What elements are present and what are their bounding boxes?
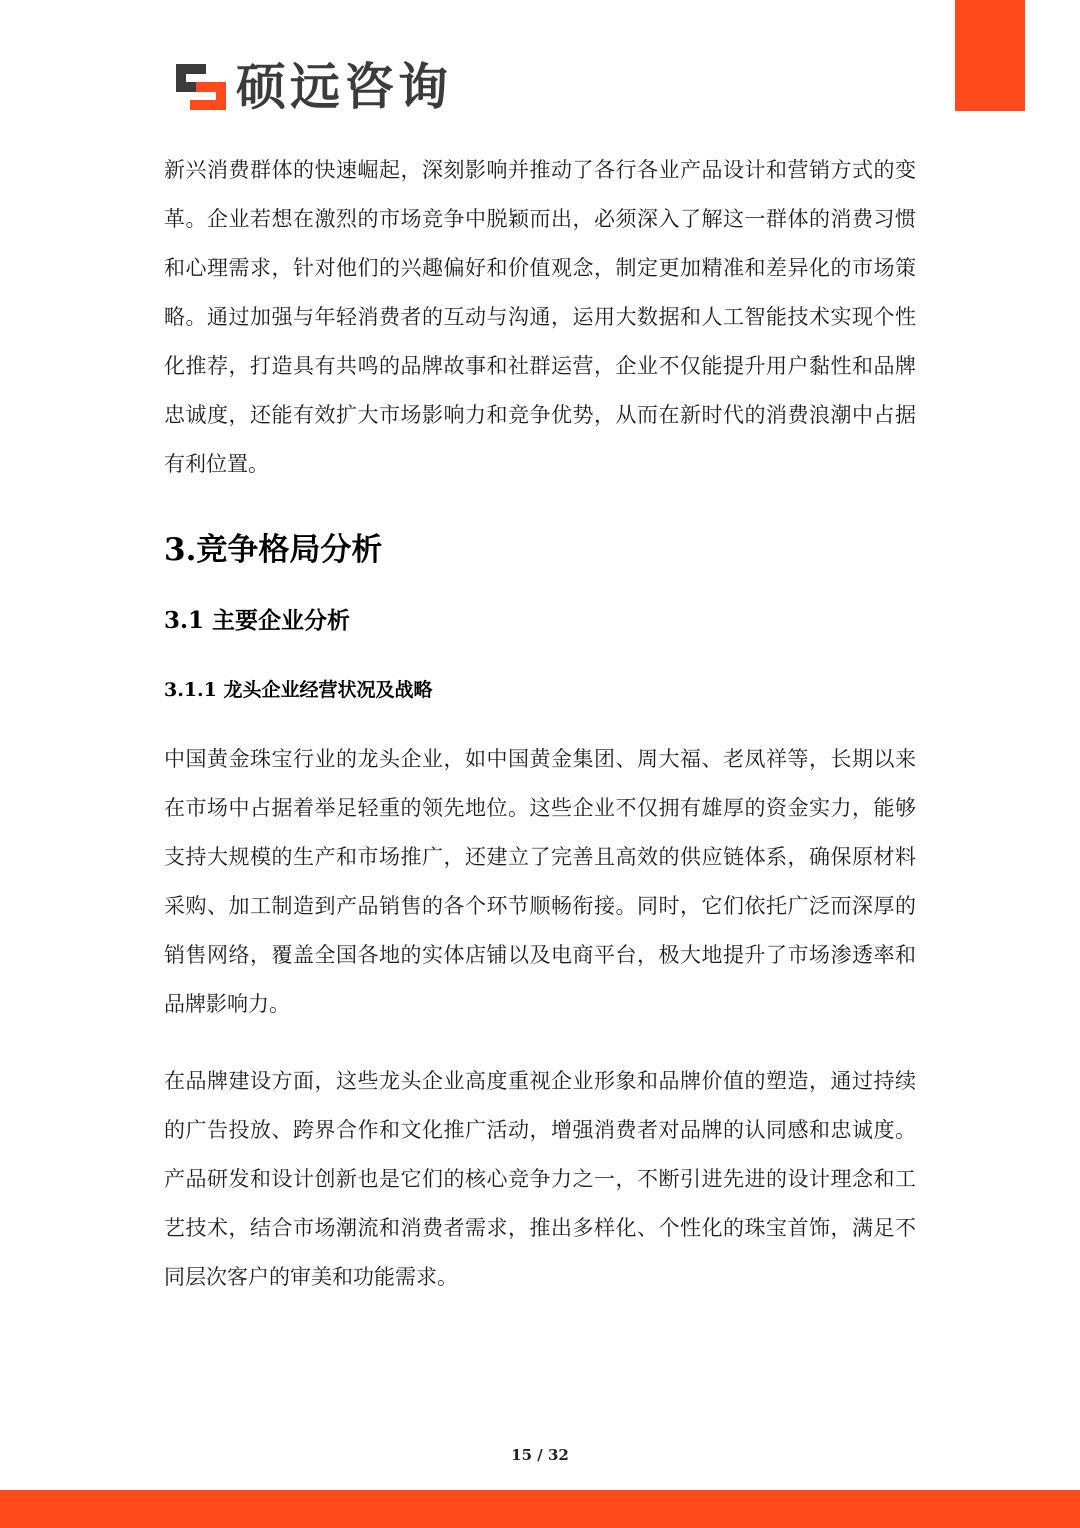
section-heading: 3.竞争格局分析 [164, 532, 383, 568]
brand-logo-icon [176, 64, 226, 110]
subsubsection-heading: 3.1.1 龙头企业经营状况及战略 [164, 679, 433, 701]
page-number: 15 / 32 [511, 1446, 569, 1464]
body-paragraph: 中国黄金珠宝行业的龙头企业，如中国黄金集团、周大福、老凤祥等，长期以来在市场中占据着举足轻重的领先地位。这些企业不仅拥有雄厚的资金实力，能够支持大规模的生产和市场推广，还建立了完善且高效的供应链体系，确保原材料采购、加工制造到产品销售的各个环节顺畅衔接。同时，它们依托广泛而深厚的销售网络，覆盖全国各地的实体店铺以及电商平台，极大地提升了市场渗透率和品牌影响力。 [164, 747, 916, 1016]
footer-accent-bar [0, 1490, 1080, 1528]
document-body [164, 146, 916, 1302]
brand-name: 硕远咨询 [236, 58, 452, 116]
subsection-heading: 3.1 主要企业分析 [164, 607, 351, 634]
brand-logo [176, 56, 452, 118]
corner-accent-tab [955, 0, 1025, 111]
body-paragraph: 在品牌建设方面，这些龙头企业高度重视企业形象和品牌价值的塑造，通过持续的广告投放、跨界合作和文化推广活动，增强消费者对品牌的认同感和忠诚度。产品研发和设计创新也是它们的核心竞争力之一，不断引进先进的设计理念和工艺技术，结合市场潮流和消费者需求，推出多样化、个性化的珠宝首饰，满足不同层次客户的审美和功能需求。 [164, 1069, 916, 1289]
intro-paragraph: 新兴消费群体的快速崛起，深刻影响并推动了各行各业产品设计和营销方式的变革。企业若想在激烈的市场竞争中脱颖而出，必须深入了解这一群体的消费习惯和心理需求，针对他们的兴趣偏好和价值观念，制定更加精准和差异化的市场策略。通过加强与年轻消费者的互动与沟通，运用大数据和人工智能技术实现个性化推荐，打造具有共鸣的品牌故事和社群运营，企业不仅能提升用户黏性和品牌忠诚度，还能有效扩大市场影响力和竞争优势，从而在新时代的消费浪潮中占据有利位置。 [164, 158, 916, 476]
